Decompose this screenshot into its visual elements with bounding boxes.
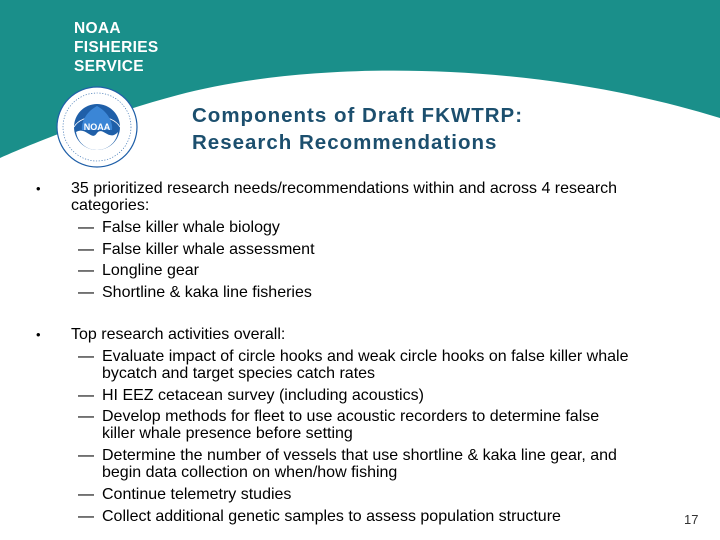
sub-item-text: HI EEZ cetacean survey (including acoustics) [102, 387, 424, 404]
sub-item-text: Longline gear [102, 262, 199, 279]
sub-item [78, 387, 703, 404]
dash-marker: — [78, 508, 94, 525]
seal-text: NOAA [83, 122, 111, 132]
bullet-text-line: 35 prioritized research needs/recommendations within and across 4 research [71, 180, 618, 197]
dash-marker: — [78, 387, 94, 404]
bullet-text: Top research activities overall: [71, 326, 286, 343]
brand-line-2: FISHERIES [74, 39, 159, 56]
sub-item-text: False killer whale assessment [102, 241, 315, 258]
dash-marker: — [78, 219, 94, 236]
dash-marker: — [78, 262, 94, 279]
sub-item [78, 508, 703, 525]
sub-item-text: False killer whale biology [102, 219, 280, 236]
page-number: 17 [684, 512, 699, 527]
bullet-marker: • [36, 181, 41, 196]
sub-item [78, 284, 703, 301]
sub-item [78, 219, 703, 236]
sub-item [78, 348, 703, 382]
dash-marker: — [78, 408, 94, 425]
brand-wordmark [74, 19, 159, 76]
slide-title [192, 102, 523, 156]
bullet-marker: • [36, 327, 41, 342]
dash-marker: — [78, 486, 94, 503]
slide-title-line-2: Research Recommendations [192, 131, 498, 154]
sub-item-text: Develop methods for fleet to use acoustic recorders to determine false [102, 408, 600, 425]
sub-item [78, 447, 703, 481]
dash-marker: — [78, 284, 94, 301]
brand-line-3: SERVICE [74, 58, 144, 75]
sub-item-text: Continue telemetry studies [102, 486, 292, 503]
sub-item-text: Collect additional genetic samples to assess population structure [102, 508, 561, 525]
sub-item-text: Shortline & kaka line fisheries [102, 284, 312, 301]
sub-item [78, 241, 703, 258]
sub-item-text-cont: killer whale presence before setting [102, 425, 353, 442]
sub-item [78, 408, 703, 442]
slide-title-line-1: Components of Draft FKWTRP: [192, 104, 524, 127]
sub-item-text-cont: begin data collection on when/how fishing [102, 464, 398, 481]
bullet-text-line: categories: [71, 197, 150, 214]
dash-marker: — [78, 241, 94, 258]
sub-item-text-cont: bycatch and target species catch rates [102, 365, 376, 382]
sub-item [78, 486, 703, 503]
sub-item [78, 262, 703, 279]
noaa-seal-icon [56, 86, 138, 168]
sub-item-text: Determine the number of vessels that use shortline & kaka line gear, and [102, 447, 617, 464]
brand-line-1: NOAA [74, 20, 121, 37]
sub-item-text: Evaluate impact of circle hooks and weak circle hooks on false killer whale [102, 348, 629, 365]
dash-marker: — [78, 447, 94, 464]
bullet-text [71, 180, 696, 214]
dash-marker: — [78, 348, 94, 365]
